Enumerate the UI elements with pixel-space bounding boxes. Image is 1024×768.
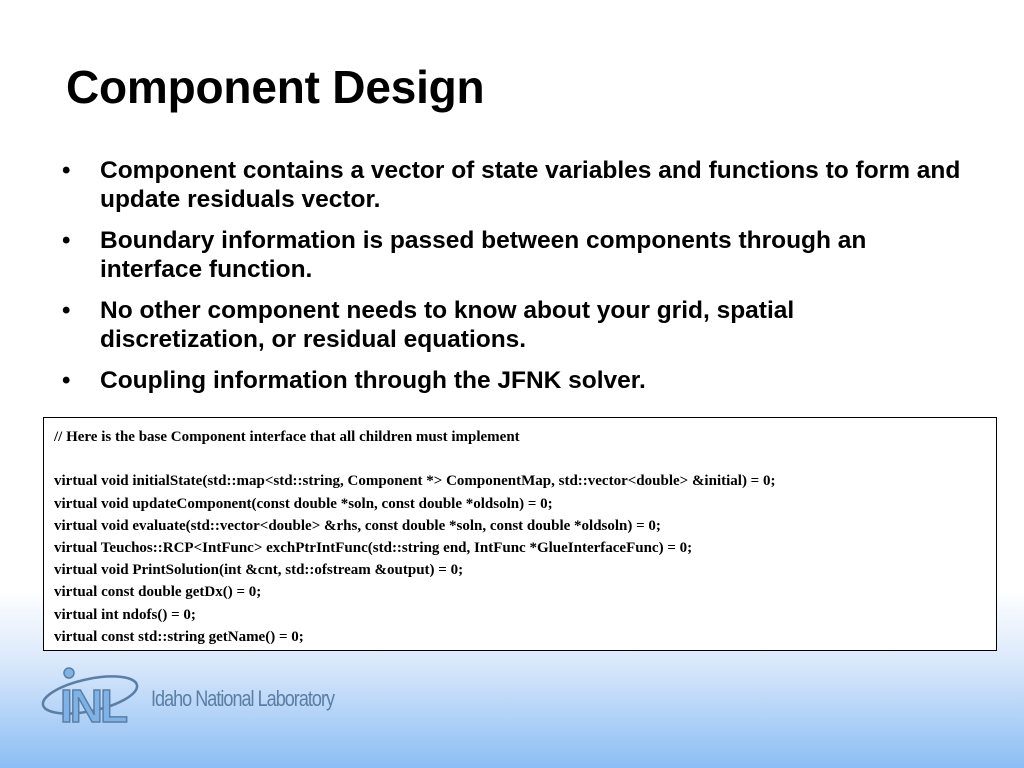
code-line: virtual const std::string getName() = 0; xyxy=(54,628,304,645)
bullet-item xyxy=(62,156,962,214)
code-line: virtual const double getDx() = 0; xyxy=(54,584,262,601)
bullet-text: Boundary information is passed between components through an interface function. xyxy=(100,227,867,283)
bullet-dot: • xyxy=(62,367,71,394)
code-line xyxy=(54,448,996,470)
code-line: virtual void PrintSolution(int &cnt, std::ofstream &output) = 0; xyxy=(54,562,464,579)
bullet-item xyxy=(62,226,962,284)
code-box xyxy=(43,417,997,651)
bullet-dot: • xyxy=(62,227,71,254)
logo-text: Idaho National Laboratory xyxy=(151,686,335,711)
bullet-text: No other component needs to know about your grid, spatial discretization, or residual equations. xyxy=(100,297,795,353)
code-line: virtual void updateComponent(const double *soln, const double *oldsoln) = 0; xyxy=(54,495,553,512)
code-line: virtual void evaluate(std::vector<double> &rhs, const double *soln, const double *oldsoln) = 0; xyxy=(54,517,661,534)
logo-mark: INL xyxy=(60,680,126,730)
bullet-dot: • xyxy=(62,297,71,324)
bullet-text: Coupling information through the JFNK solver. xyxy=(100,367,646,394)
code-line: virtual void initialState(std::map<std::string, Component *> ComponentMap, std::vector<double> &initial) = 0; xyxy=(54,473,776,490)
slide-title: Component Design xyxy=(66,61,485,113)
code-line: virtual Teuchos::RCP<IntFunc> exchPtrIntFunc(std::string end, IntFunc *GlueInterfaceFunc) = 0; xyxy=(54,539,693,556)
bullet-dot: • xyxy=(62,157,71,184)
code-line: virtual int ndofs() = 0; xyxy=(54,606,196,623)
bullet-text: Component contains a vector of state variables and functions to form and update residuals vector. xyxy=(100,157,961,213)
bullet-item xyxy=(62,366,962,395)
bullet-item xyxy=(62,296,962,354)
bullet-list xyxy=(62,156,962,407)
code-line: // Here is the base Component interface that all children must implement xyxy=(54,429,520,445)
